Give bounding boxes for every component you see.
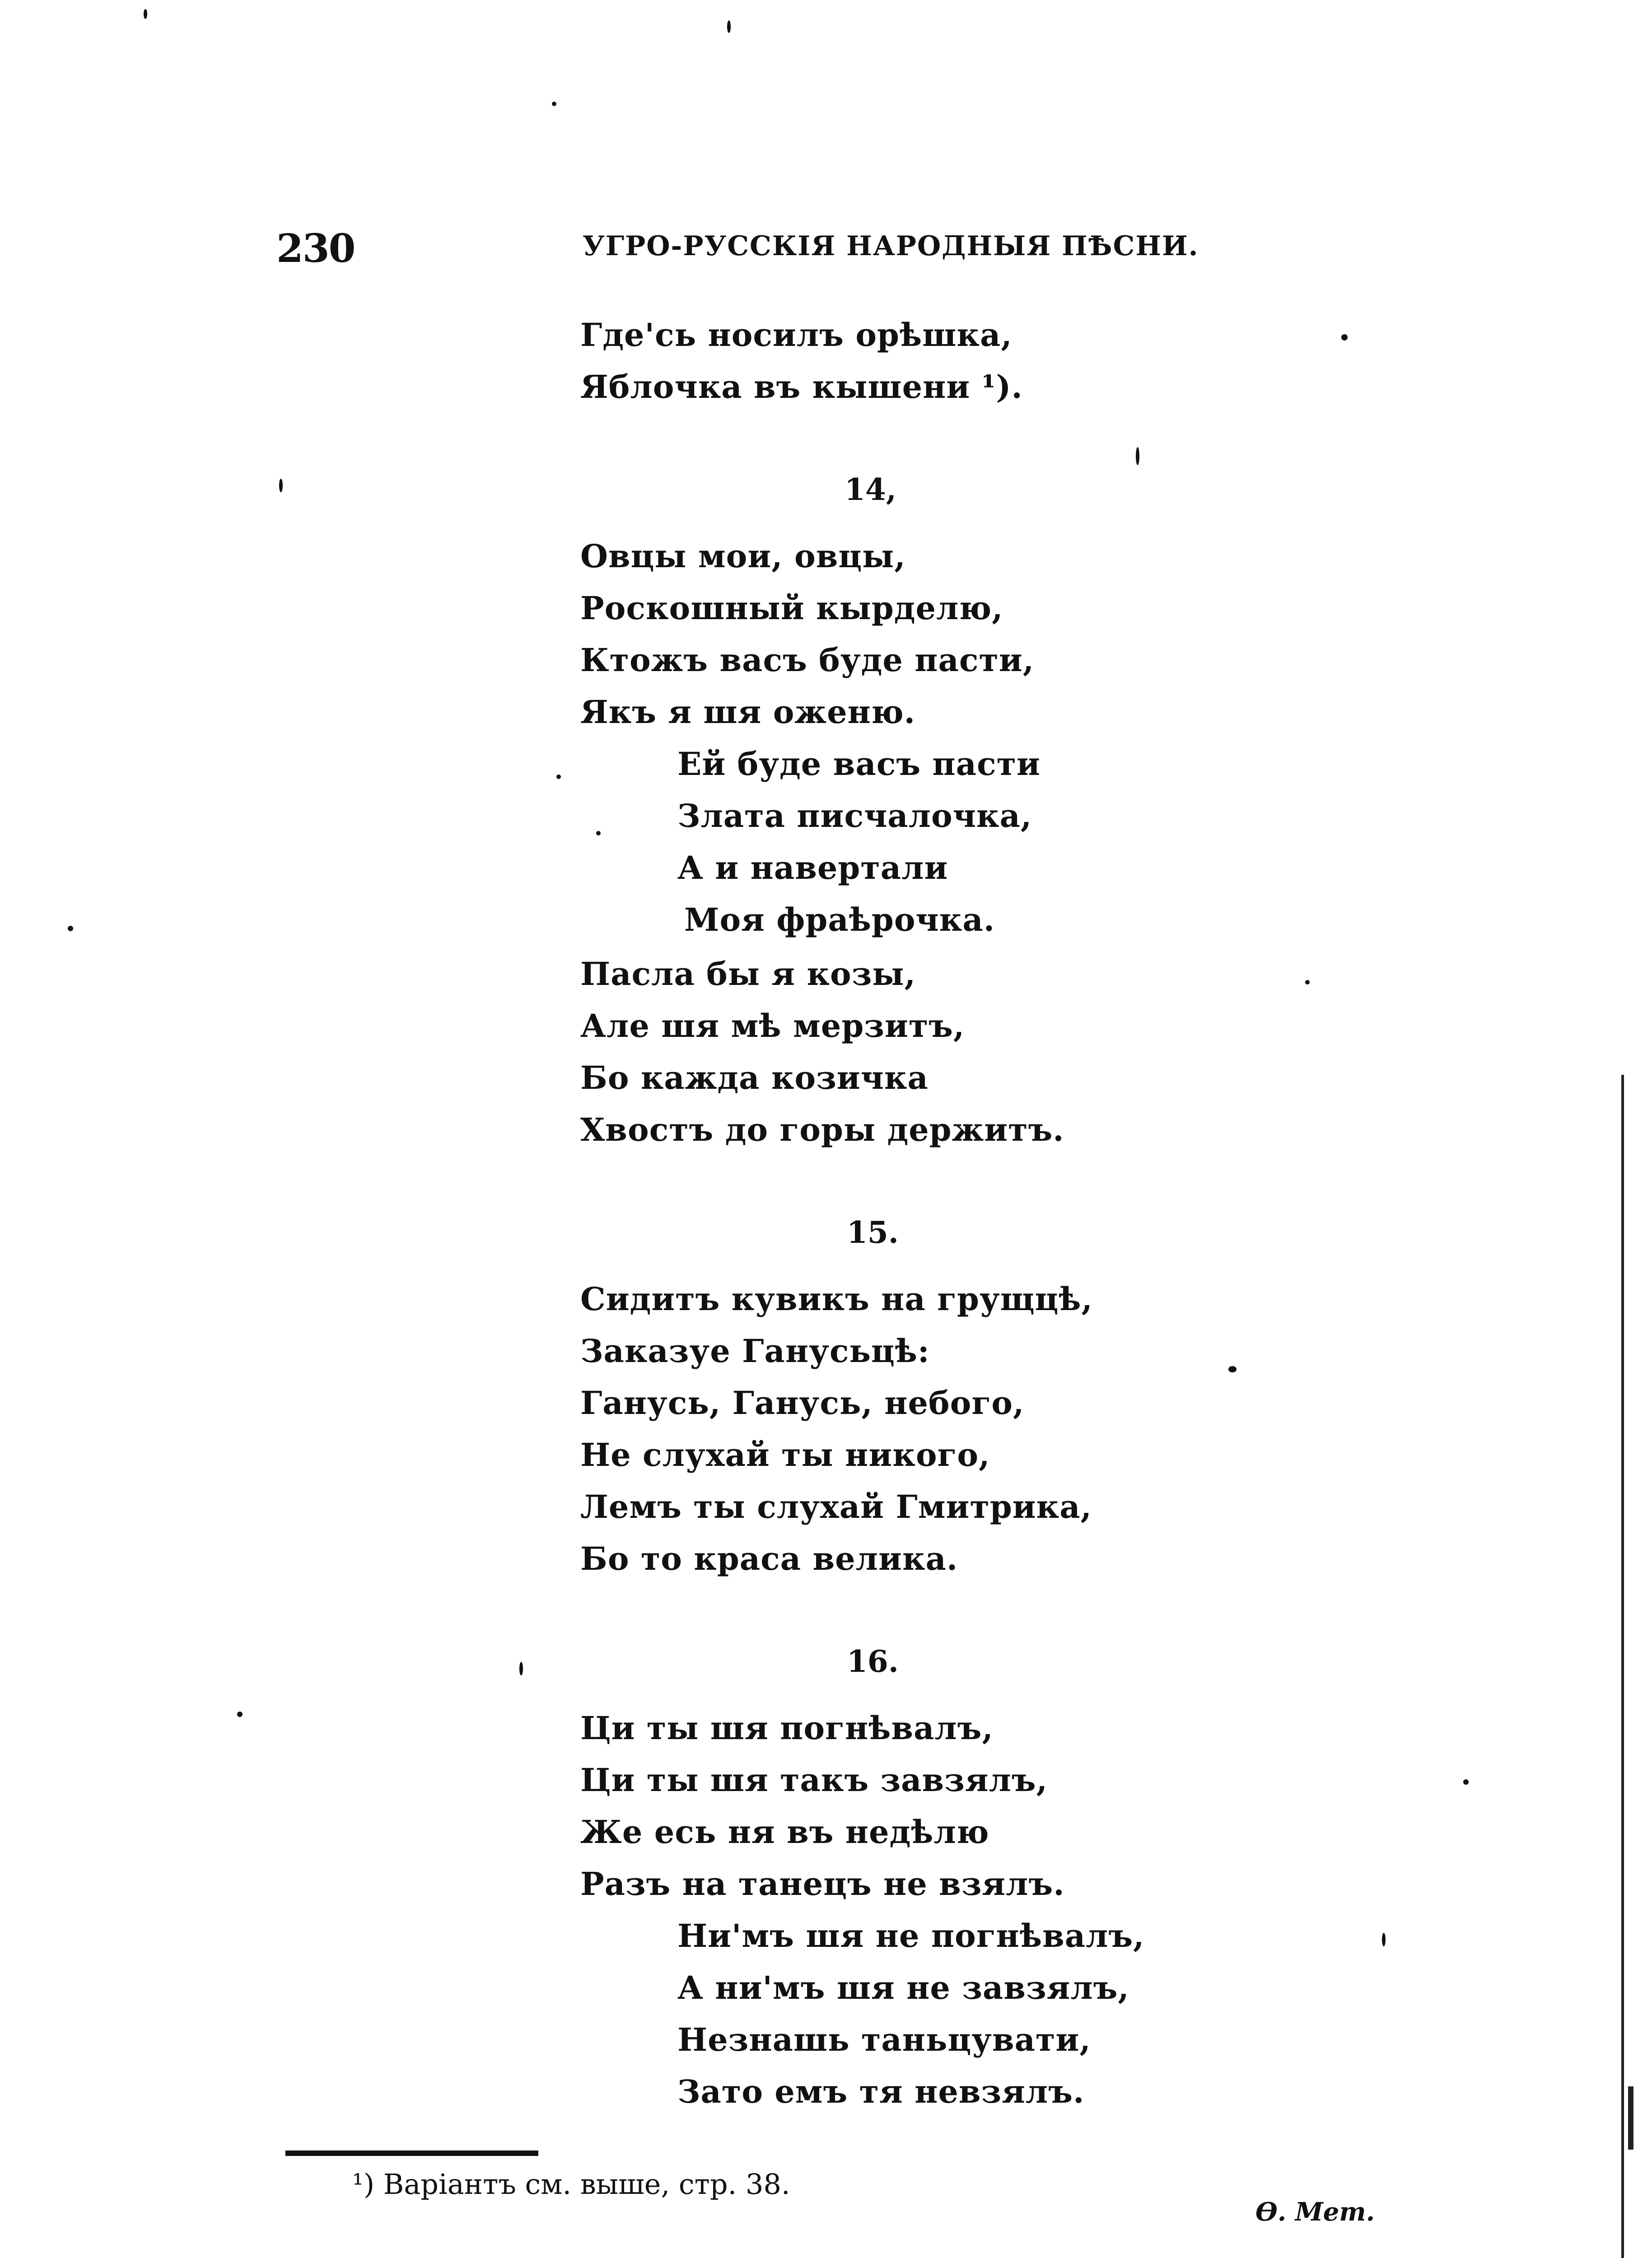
scan-speck [727, 20, 731, 33]
scan-speck [279, 479, 283, 492]
poem-line: Хвостъ до горы держитъ. [580, 1111, 1064, 1148]
footnote-rule [285, 2151, 538, 2156]
footnote: ¹) Варіантъ см. выше, стр. 38. [352, 2168, 790, 2201]
scan-speck [1228, 1366, 1237, 1372]
poem-line: А и навертали [677, 849, 948, 886]
poem-line: Злата писчалочка, [677, 797, 1032, 835]
poem-line: Сидитъ кувикъ на грущцѣ, [580, 1280, 1093, 1318]
poem-line: Ганусь, Ганусь, небого, [580, 1384, 1025, 1422]
poem-line: Ци ты шя погнѣвалъ, [580, 1709, 994, 1747]
poem-line: Зато емъ тя невзялъ. [677, 2073, 1085, 2110]
poem-line: Ей буде васъ пасти [677, 745, 1041, 783]
scan-speck [552, 102, 556, 106]
poem-line: Роскошный кырделю, [580, 589, 1003, 627]
page-number: 230 [276, 226, 355, 271]
song-number: 16. [847, 1644, 899, 1679]
scan-speck [1382, 1933, 1386, 1946]
poem-line: А ни'мъ шя не завзялъ, [677, 1969, 1129, 2006]
poem-line: Разъ на танецъ не взялъ. [580, 1865, 1065, 1903]
poem-line: Яблочка въ кышени ¹). [580, 368, 1023, 406]
poem-line: Не слухай ты никого, [580, 1436, 990, 1474]
poem-line: Якъ я шя оженю. [580, 693, 916, 731]
scan-speck [1341, 334, 1348, 341]
poem-line: Заказуе Ганусьцѣ: [580, 1332, 930, 1370]
scan-speck [1136, 447, 1139, 465]
scan-edge-line [1628, 2086, 1633, 2150]
poem-line: Незнашь таньцувати, [677, 2021, 1091, 2058]
poem-line: Але шя мѣ мерзитъ, [580, 1007, 965, 1045]
poem-line: Где'сь носилъ орѣшка, [580, 316, 1013, 354]
scan-speck [1305, 980, 1310, 984]
scan-speck [237, 1712, 243, 1717]
scan-edge-line [1621, 1075, 1624, 2258]
poem-line: Же есь ня въ недѣлю [580, 1813, 989, 1851]
song-number: 15. [847, 1215, 899, 1250]
scan-speck [68, 926, 73, 931]
poem-line: Ни'мъ шя не погнѣвалъ, [677, 1917, 1145, 1955]
poem-line: Бо кажда козичка [580, 1059, 929, 1096]
song-number: 14, [845, 472, 896, 507]
scan-speck [519, 1662, 523, 1675]
poem-line: Пасла бы я козы, [580, 955, 916, 993]
poem-line: Лемъ ты слухай Гмитрика, [580, 1488, 1092, 1526]
scan-speck [556, 774, 561, 779]
signature: Ѳ. Мет. [1255, 2197, 1375, 2227]
scan-speck [596, 831, 601, 835]
scan-speck [144, 9, 147, 19]
running-title: УГРО-РУССКІЯ НАРОДНЫЯ ПѢСНИ. [583, 230, 1199, 262]
poem-line: Ци ты шя такъ завзялъ, [580, 1761, 1048, 1799]
poem-line: Ктожъ васъ буде пасти, [580, 641, 1035, 679]
poem-line: Бо то краса велика. [580, 1540, 958, 1577]
poem-line: Моя фраѣрочка. [684, 901, 995, 938]
poem-line: Овцы мои, овцы, [580, 537, 906, 575]
scan-speck [1463, 1779, 1469, 1785]
